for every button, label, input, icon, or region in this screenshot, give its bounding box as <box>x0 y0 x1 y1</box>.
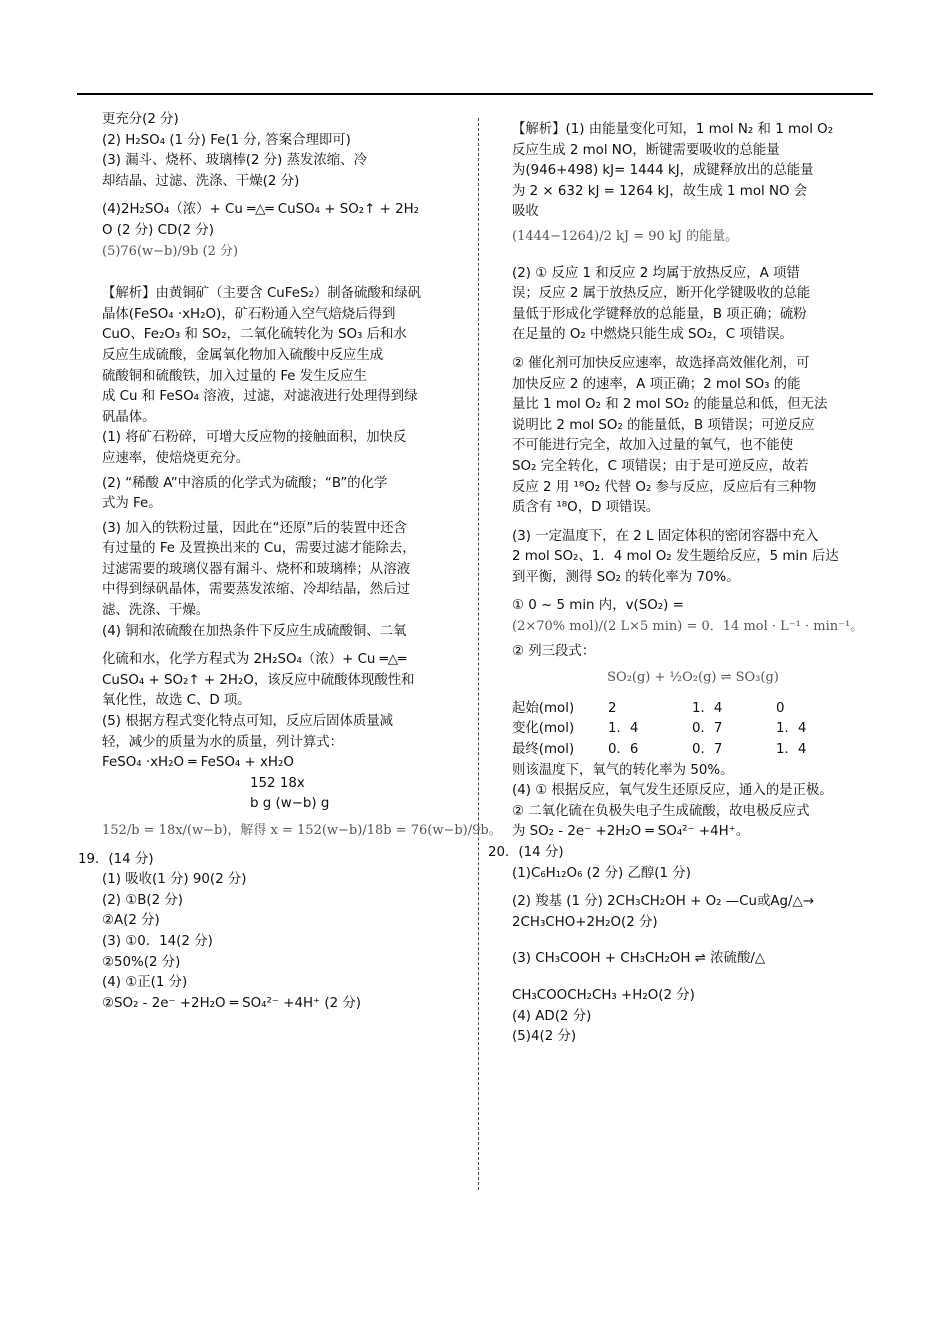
analysis-line: 晶体(FeSO₄ ·xH₂O)，矿石粉通入空气焙烧后得到 <box>102 306 396 322</box>
analysis-line: (3) 加入的铁粉过量，因此在“还原”后的装置中还含 <box>102 520 407 536</box>
analysis-line: (2) ① 反应 1 和反应 2 均属于放热反应，A 项错 <box>512 265 800 281</box>
answer-line: ②A(2 分) <box>102 913 160 929</box>
analysis-line: 则该温度下，氧气的转化率为 50%。 <box>512 762 734 778</box>
analysis-line: FeSO₄ ·xH₂O ═ FeSO₄ + xH₂O <box>102 755 294 771</box>
answer-line: (1) 吸收(1 分) 90(2 分) <box>102 872 247 888</box>
column-divider <box>478 118 479 1190</box>
analysis-line: ② 二氧化硫在负极失电子生成硫酸，故电极反应式 <box>512 803 810 819</box>
analysis-line: 有过量的 Fe 及置换出来的 Cu，需要过滤才能除去， <box>102 541 416 557</box>
analysis-line: 152 18x <box>250 775 305 791</box>
answer-line: 更充分(2 分) <box>102 112 179 127</box>
row-label: 最终(mol) <box>512 742 575 758</box>
answer-line: (3) CH₃COOH + CH₃CH₂OH ⇌ 浓硫酸/△ <box>512 951 766 967</box>
analysis-line: 应速率，使焙烧更充分。 <box>102 450 250 466</box>
analysis-line: 为 SO₂ - 2e⁻ +2H₂O ═ SO₄²⁻ +4H⁺。 <box>512 824 750 840</box>
three-stage-row <box>512 699 874 720</box>
row-label: 变化(mol) <box>512 721 575 737</box>
analysis-line: 氧化性，故选 C、D 项。 <box>102 693 251 709</box>
analysis-line: 到平衡，测得 SO₂ 的转化率为 70%。 <box>512 569 740 585</box>
answer-line: (2) 羧基 (1 分) 2CH₃CH₂OH + O₂ —Cu或Ag/△→ <box>512 894 815 910</box>
analysis-line: 误；反应 2 属于放热反应，断开化学键吸收的总能 <box>512 286 811 302</box>
analysis-formula: (2×70% mol)/(2 L×5 min) = 0．14 mol · L⁻¹ · min⁻¹。 <box>512 619 864 635</box>
analysis-line: (2) “稀酸 A”中溶质的化学式为硫酸；“B”的化学 <box>102 475 388 491</box>
answer-line: (4) AD(2 分) <box>512 1008 592 1024</box>
analysis-line: (1) 将矿石粉碎，可增大反应物的接触面积，加快反 <box>102 430 407 446</box>
answer-line: (2) ①B(2 分) <box>102 892 184 908</box>
top-rule <box>77 93 873 95</box>
answer-line: (3) ①0．14(2 分) <box>102 933 213 949</box>
cell: 1．4 <box>776 721 807 737</box>
analysis-line: 反应生成硫酸，金属氧化物加入硫酸中反应生成 <box>102 347 384 363</box>
analysis-line: 滤、洗涤、干燥。 <box>102 603 210 619</box>
analysis-line: ② 列三段式： <box>512 643 596 659</box>
analysis-line: 为 2 × 632 kJ = 1264 kJ，故生成 1 mol NO 会 <box>512 183 808 199</box>
analysis-line: 【解析】(1) 由能量变化可知，1 mol N₂ 和 1 mol O₂ <box>512 122 834 137</box>
answer-line: 2CH₃CHO+2H₂O(2 分) <box>512 914 658 930</box>
answer-line: CH₃COOCH₂CH₃ +H₂O(2 分) <box>512 987 695 1003</box>
analysis-line: b g (w−b) g <box>250 796 330 812</box>
analysis-line: 加快反应 2 的速率，A 项正确；2 mol SO₃ 的能 <box>512 376 801 392</box>
analysis-line: ① 0 ~ 5 min 内，v(SO₂) = <box>512 598 684 614</box>
row-label: 起始(mol) <box>512 700 575 716</box>
three-stage-row <box>512 719 874 740</box>
analysis-line: 为(946+498) kJ= 1444 kJ，成键释放出的总能量 <box>512 163 814 179</box>
cell: 1．4 <box>608 721 639 737</box>
cell: 1．4 <box>776 742 807 758</box>
answer-line: ②SO₂ - 2e⁻ +2H₂O ═ SO₄²⁻ +4H⁺ (2 分) <box>102 995 361 1011</box>
answer-line: O (2 分) CD(2 分) <box>102 222 214 238</box>
analysis-line: 式为 Fe。 <box>102 496 162 512</box>
analysis-line: 2 mol SO₂、1．4 mol O₂ 发生题给反应，5 min 后达 <box>512 549 839 565</box>
analysis-line: 反应生成 2 mol NO，断键需要吸收的总能量 <box>512 142 780 158</box>
analysis-line: 量低于形成化学键释放的总能量，B 项正确；硫粉 <box>512 306 807 322</box>
answer-line: (2) H₂SO₄ (1 分) Fe(1 分, 答案合理即可) <box>102 132 351 148</box>
analysis-line: 化硫和水，化学方程式为 2H₂SO₄（浓）+ Cu ═△═ <box>102 652 407 668</box>
answer-line: ②50%(2 分) <box>102 954 181 970</box>
analysis-line: CuSO₄ + SO₂↑ + 2H₂O，该反应中硫酸体现酸性和 <box>102 672 415 688</box>
cell: 2 <box>608 700 617 716</box>
answer-line: (5)4(2 分) <box>512 1029 577 1045</box>
analysis-line: 轻，减少的质量为水的质量，列计算式： <box>102 734 344 750</box>
right-column <box>488 120 874 1048</box>
analysis-line: 反应 2 用 ¹⁸O₂ 代替 O₂ 参与反应，反应后有三种物 <box>512 479 817 495</box>
analysis-formula: 152/b = 18x/(w−b)，解得 x = 152(w−b)/18b = 76(w−b)/9b。 <box>102 823 502 838</box>
analysis-line: 吸收 <box>512 204 539 220</box>
reaction-equation: SO₂(g) + ½O₂(g) ⇌ SO₃(g) <box>607 670 779 686</box>
analysis-line: 【解析】由黄铜矿（主要含 CuFeS₂）制备硫酸和绿矾 <box>102 286 421 302</box>
analysis-line: 矾晶体。 <box>102 409 156 425</box>
analysis-line: 量比 1 mol O₂ 和 2 mol SO₂ 的能量总和低，但无法 <box>512 397 828 413</box>
analysis-line: 不可能进行完全，故加入过量的氧气，也不能使 <box>512 438 794 454</box>
analysis-formula: (1444−1264)/2 kJ = 90 kJ 的能量。 <box>512 228 739 244</box>
analysis-line: 在足量的 O₂ 中燃烧只能生成 SO₂，C 项错误。 <box>512 327 793 343</box>
left-column <box>78 110 502 1014</box>
analysis-line: 硫酸铜和硫酸铁，加入过量的 Fe 发生反应生 <box>102 368 367 384</box>
analysis-line: 成 Cu 和 FeSO₄ 溶液，过滤，对滤液进行处理得到绿 <box>102 389 418 405</box>
analysis-line: (5) 根据方程式变化特点可知，反应后固体质量减 <box>102 714 394 730</box>
cell: 0．7 <box>692 721 723 737</box>
cell: 0 <box>776 700 785 716</box>
analysis-line: SO₂ 完全转化，C 项错误；由于是可逆反应，故若 <box>512 458 809 474</box>
answer-line: (3) 漏斗、烧杯、玻璃棒(2 分) 蒸发浓缩、冷 <box>102 153 367 169</box>
analysis-line: 中得到绿矾晶体，需要蒸发浓缩、冷却结晶，然后过 <box>102 582 410 598</box>
answer-formula: (5)76(w−b)/9b (2 分) <box>102 243 239 259</box>
cell: 0．6 <box>608 742 639 758</box>
answer-line: (1)C₆H₁₂O₆ (2 分) 乙醇(1 分) <box>512 865 691 881</box>
analysis-line: ② 催化剂可加快反应速率，故选择高效催化剂，可 <box>512 355 810 371</box>
analysis-line: (4) 铜和浓硫酸在加热条件下反应生成硫酸铜、二氧 <box>102 623 407 639</box>
answer-line: (4)2H₂SO₄（浓）+ Cu ═△═ CuSO₄ + SO₂↑ + 2H₂ <box>102 202 420 218</box>
question-number: 19．(14 分) <box>78 851 154 867</box>
analysis-line: 过滤需要的玻璃仪器有漏斗、烧杯和玻璃棒；从溶液 <box>102 561 410 577</box>
cell: 0．7 <box>692 742 723 758</box>
three-stage-row <box>512 740 874 761</box>
answer-line: (4) ①正(1 分) <box>102 975 188 991</box>
question-number: 20．(14 分) <box>488 845 564 860</box>
analysis-line: CuO、Fe₂O₃ 和 SO₂，二氧化硫转化为 SO₃ 后和水 <box>102 327 407 343</box>
analysis-line: 质含有 ¹⁸O，D 项错误。 <box>512 500 660 516</box>
cell: 1．4 <box>692 700 723 716</box>
analysis-line: (4) ① 根据反应，氧气发生还原反应，通入的是正极。 <box>512 783 833 799</box>
answer-line: 却结晶、过滤、洗涤、干燥(2 分) <box>102 173 300 189</box>
analysis-line: 说明比 2 mol SO₂ 的能量低，B 项错误；可逆反应 <box>512 417 815 433</box>
analysis-line: (3) 一定温度下，在 2 L 固定体积的密闭容器中充入 <box>512 528 819 544</box>
